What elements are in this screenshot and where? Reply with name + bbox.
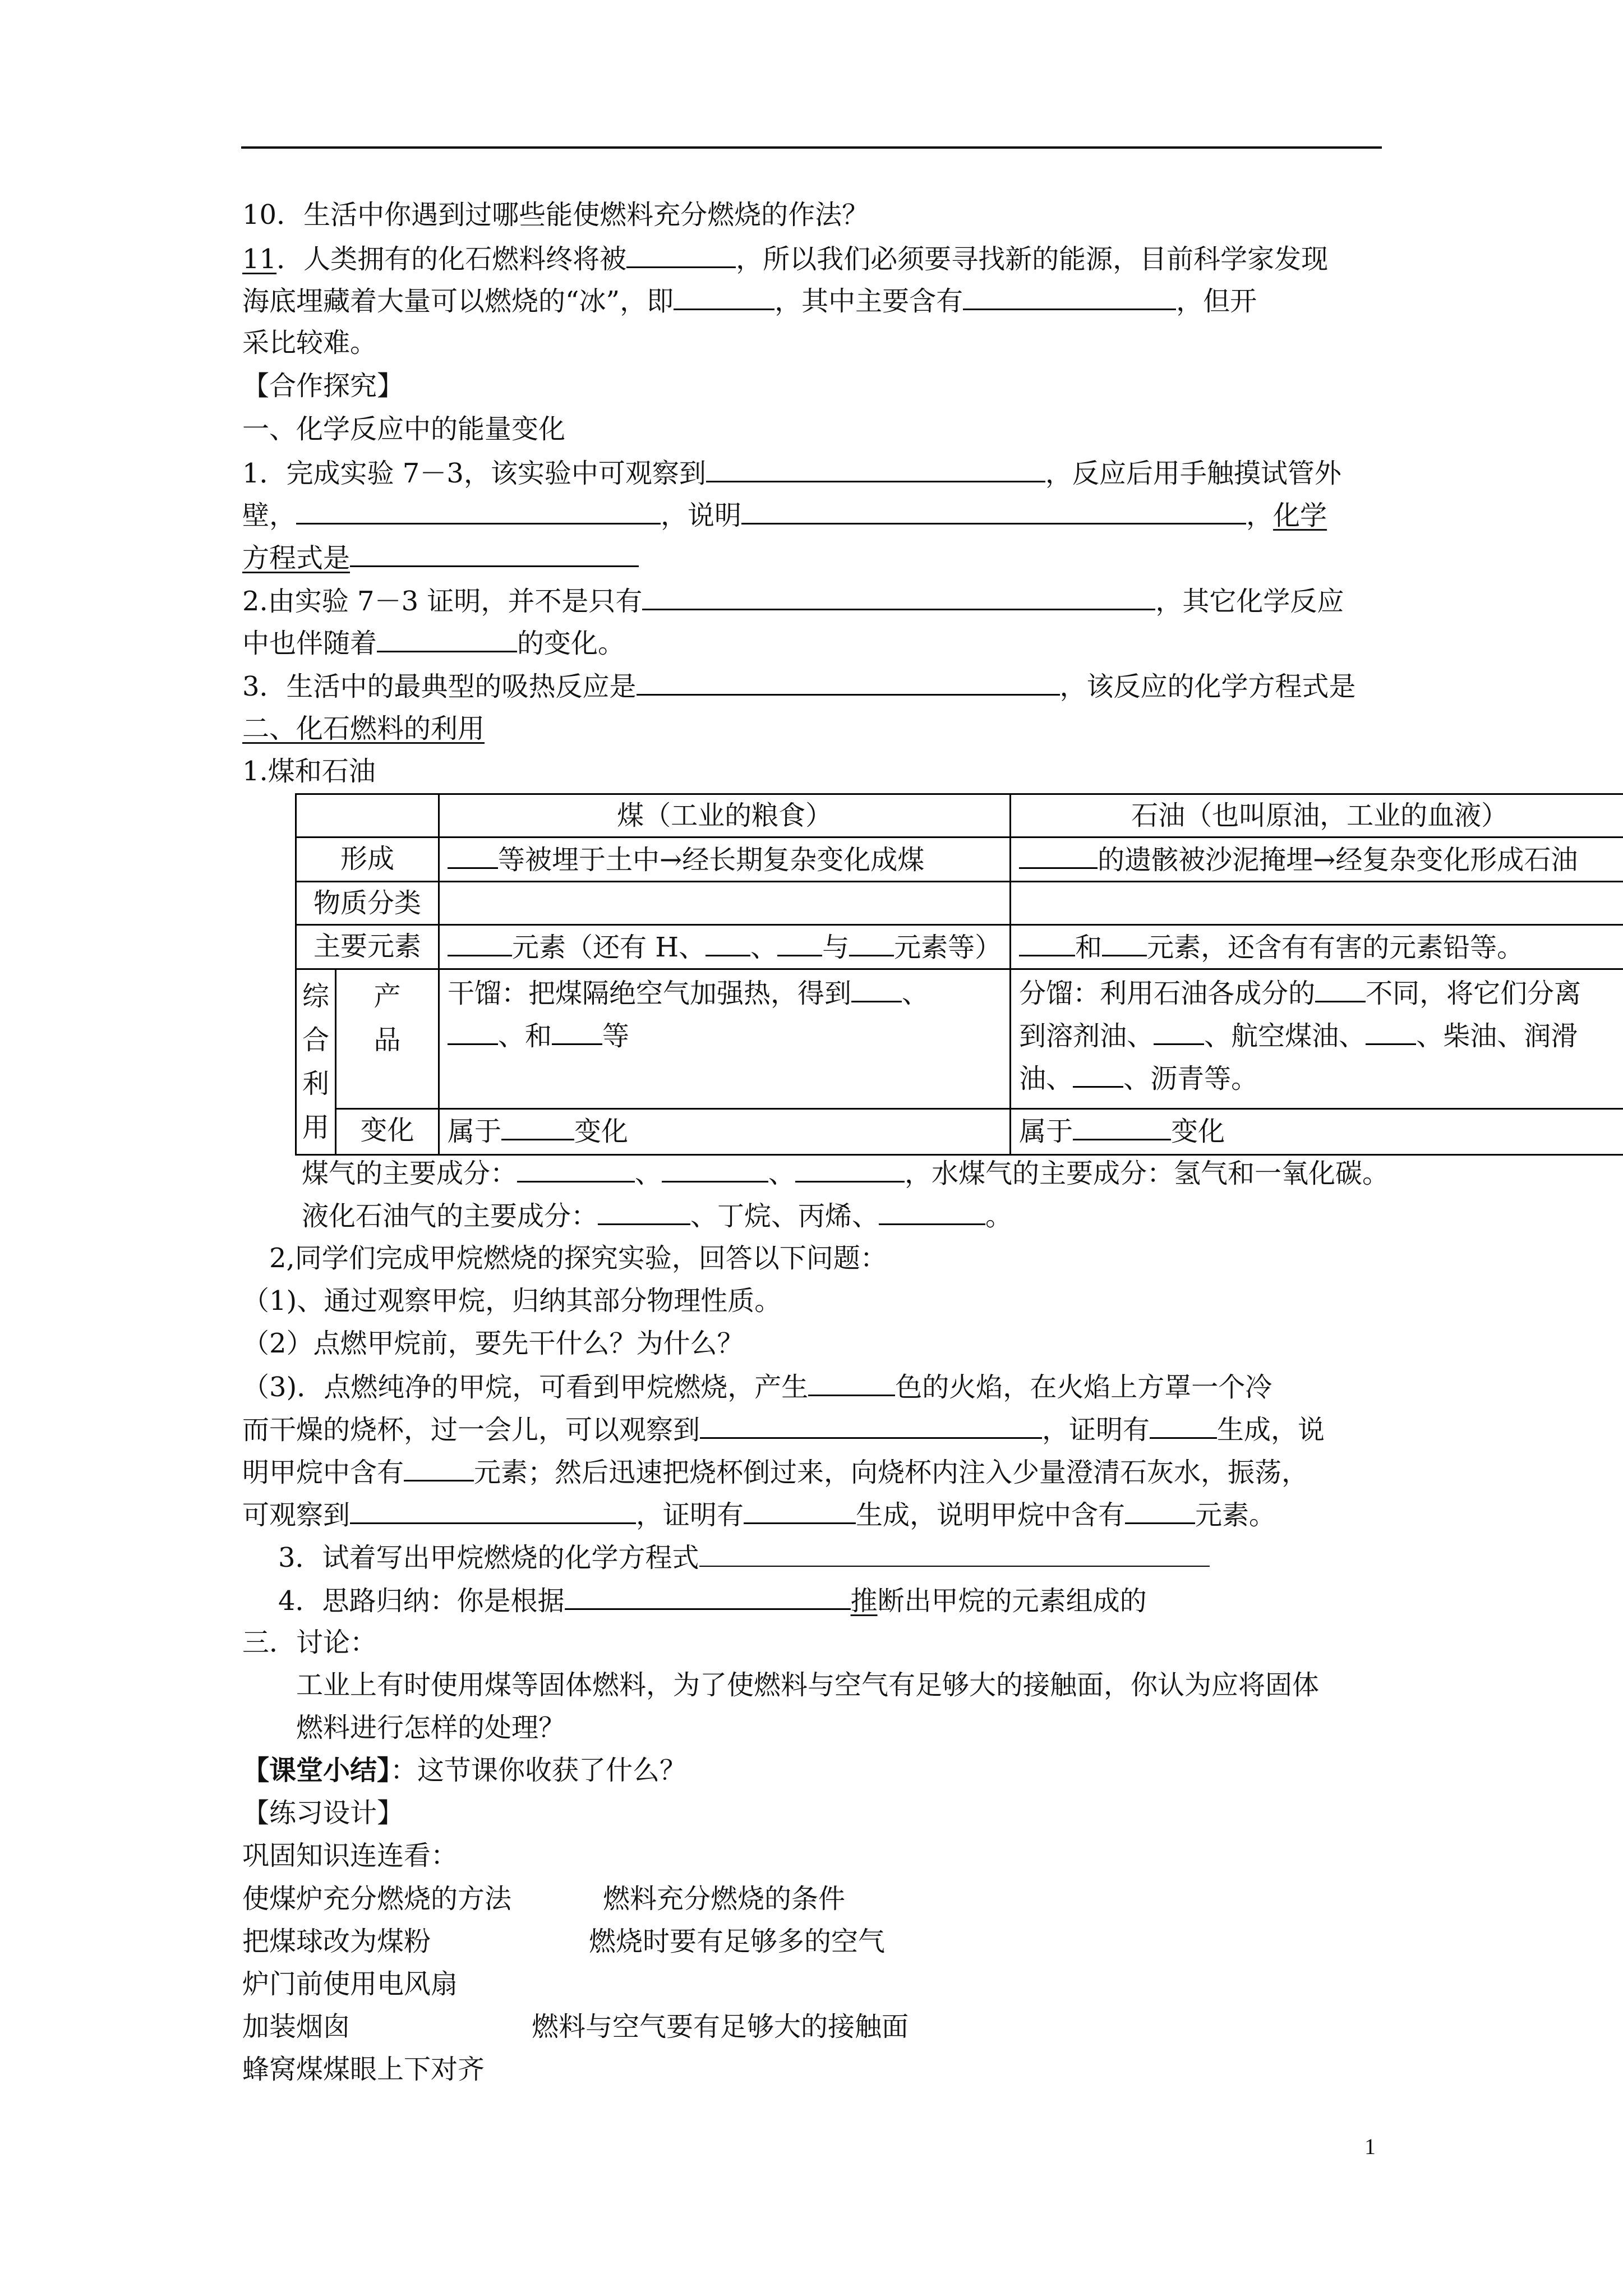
- methane-q2: （2）点燃甲烷前，要先干什么？为什么？: [242, 1328, 744, 1359]
- methane-intro: 2,同学们完成甲烷燃烧的探究实验，回答以下问题：: [269, 1243, 887, 1274]
- blank[interactable]: [674, 282, 774, 310]
- question-10: 10．生活中你遇到过哪些能使燃料充分燃烧的作法？: [242, 199, 869, 231]
- blank[interactable]: [1366, 1016, 1416, 1045]
- blank[interactable]: [501, 1112, 574, 1140]
- methane-q3-line1: （3)．点燃纯净的甲烷，可看到甲烷燃烧，产生 色的火焰，在火焰上方罩一个冷: [242, 1368, 1272, 1406]
- blank-cell[interactable]: [1011, 882, 1623, 925]
- table-row: [296, 882, 1623, 925]
- coop-title: 【合作探究】: [242, 370, 404, 402]
- blank[interactable]: [741, 496, 1246, 524]
- match-right-item[interactable]: 燃烧时要有足够多的空气: [589, 1926, 886, 1957]
- item-1-line1: 1．完成实验 7－3，该实验中可观察到 ，反应后用手触摸试管外: [242, 454, 1341, 492]
- blank[interactable]: [744, 1496, 856, 1524]
- blank[interactable]: [448, 928, 512, 956]
- blank[interactable]: [642, 582, 1155, 610]
- equation-question: 3．试着写出甲烷燃烧的化学方程式: [278, 1539, 1210, 1576]
- discussion-line1: 工业上有时使用煤等固体燃料，为了使燃料与空气有足够大的接触面，你认为应将固体: [296, 1669, 1320, 1701]
- blank[interactable]: [662, 1154, 768, 1182]
- blank[interactable]: [1154, 1016, 1204, 1045]
- match-right-item[interactable]: 燃料充分燃烧的条件: [603, 1883, 846, 1915]
- table-row: 主要元素 元素（还有 H、 、 与 元素等） 和 元素，还含有有害的元素铅等。: [296, 925, 1623, 969]
- match-left-item[interactable]: 使煤炉充分燃烧的方法: [242, 1883, 512, 1915]
- table-header-row: [296, 794, 1623, 838]
- row-label-change: 变化: [336, 1108, 439, 1154]
- blank[interactable]: [350, 1496, 636, 1524]
- match-left-item[interactable]: 把煤球改为煤粉: [242, 1926, 431, 1957]
- blank[interactable]: [706, 454, 1045, 482]
- methane-q3-line3: 明甲烷中含有 元素；然后迅速把烧杯倒过来，向烧杯内注入少量澄清石灰水，振荡，: [242, 1453, 1308, 1491]
- blank[interactable]: [963, 282, 1176, 310]
- coal-oil-table: [295, 793, 1623, 1156]
- row-label-products: 产 品: [336, 969, 439, 1109]
- blank[interactable]: [1073, 1059, 1123, 1088]
- blank[interactable]: [626, 240, 736, 268]
- match-left-item[interactable]: 蜂窝煤煤眼上下对齐: [242, 2054, 485, 2085]
- match-left-item[interactable]: 加装烟囱: [242, 2011, 351, 2042]
- methane-q3-line4: 可观察到 ，证明有 生成，说明甲烷中含有 元素。: [242, 1496, 1276, 1534]
- blank[interactable]: [1315, 974, 1366, 1002]
- table-row: 综 合 利 用 产 品 干馏：把煤隔绝空气加强热，得到 、 、和 等 分馏：利用石油各成分的 不同，将它们分离 到溶剂油、 、航空煤油、 、柴油、润滑 油、 、沥青等。: [296, 969, 1623, 1109]
- match-right-item[interactable]: 燃料与空气要有足够大的接触面: [532, 2011, 909, 2042]
- blank[interactable]: [552, 1016, 602, 1045]
- lpg-line: 液化石油气的主要成分： 、丁烷、丙烯、 。: [302, 1197, 1012, 1235]
- header-coal: 煤（工业的粮食）: [439, 794, 1010, 838]
- reasoning-question: 4．思路归纳：你是根据 推断出甲烷的元素组成的: [278, 1581, 1147, 1619]
- blank[interactable]: [849, 928, 894, 956]
- match-left-item[interactable]: 炉门前使用电风扇: [242, 1968, 458, 2000]
- table-row: 形成 等被埋于土中→经长期复杂变化成煤 的遗骸被沙泥掩埋→经复杂变化形成石油: [296, 838, 1623, 882]
- blank-cell[interactable]: [439, 882, 1010, 925]
- blank[interactable]: [448, 840, 498, 869]
- blank[interactable]: [637, 667, 1060, 696]
- question-11-line3: 采比较难。: [242, 327, 377, 358]
- blank[interactable]: [565, 1581, 851, 1610]
- blank[interactable]: [448, 1016, 498, 1045]
- row-label-elements: 主要元素: [296, 925, 439, 969]
- blank[interactable]: [296, 496, 661, 524]
- blank[interactable]: [777, 928, 822, 956]
- methane-q3-line2: 而干燥的烧杯，过一会儿，可以观察到 ，证明有 生成，说: [242, 1410, 1325, 1448]
- section-1-title: 一、化学反应中的能量变化: [242, 413, 566, 445]
- blank[interactable]: [795, 1154, 905, 1182]
- page-number: 1: [1364, 2134, 1376, 2159]
- blank[interactable]: [1125, 1496, 1195, 1524]
- blank[interactable]: [699, 1539, 1210, 1567]
- discussion-line2: 燃料进行怎样的处理？: [296, 1712, 566, 1743]
- item-2-line1: 2.由实验 7－3 证明，并不是只有 ，其它化学反应: [242, 582, 1344, 620]
- row-label-formation: 形成: [296, 838, 439, 882]
- question-11-line2: 海底埋藏着大量可以燃烧的“冰”，即 ，其中主要含有 ，但开: [242, 282, 1257, 320]
- blank[interactable]: [1019, 928, 1075, 956]
- blank[interactable]: [879, 1197, 985, 1225]
- blank[interactable]: [517, 1154, 635, 1182]
- row-label-comprehensive-use: 综 合 利 用: [296, 969, 336, 1155]
- row-label-classification: 物质分类: [296, 882, 439, 925]
- practice-title: 【练习设计】: [242, 1797, 404, 1829]
- blank[interactable]: [1102, 928, 1147, 956]
- blank[interactable]: [700, 1410, 1042, 1439]
- blank[interactable]: [350, 539, 639, 567]
- blank[interactable]: [808, 1368, 895, 1396]
- coal-oil-title: 1.煤和石油: [242, 756, 376, 787]
- blank[interactable]: [706, 928, 750, 956]
- blank[interactable]: [851, 974, 902, 1002]
- question-11-line1: 11．人类拥有的化石燃料终将被 ，所以我们必须要寻找新的能源，目前科学家发现: [242, 240, 1328, 278]
- header-oil: 石油（也叫原油，工业的血液）: [1011, 794, 1623, 838]
- blank[interactable]: [1073, 1112, 1171, 1140]
- class-summary: 【课堂小结】：这节课你收获了什么？: [242, 1755, 687, 1786]
- item-3: 3．生活中的最典型的吸热反应是 ，该反应的化学方程式是: [242, 667, 1356, 705]
- section-3-title: 三．讨论：: [242, 1627, 377, 1658]
- question-11-number: 11: [242, 243, 277, 275]
- item-2-line2: 中也伴随着 的变化。: [242, 624, 625, 662]
- blank[interactable]: [404, 1453, 474, 1481]
- header-rule: [241, 146, 1382, 149]
- item-1-line2: 壁， ，说明 ，化学: [242, 496, 1327, 534]
- item-1-line3: 方程式是: [242, 539, 639, 577]
- connect-title: 巩固知识连连看：: [242, 1840, 458, 1871]
- table-row: 变化 属于 变化 属于 变化: [296, 1108, 1623, 1154]
- methane-q1: （1)、通过观察甲烷，归纳其部分物理性质。: [242, 1285, 782, 1317]
- coal-gas-line: 煤气的主要成分： 、 、 ，水煤气的主要成分：氢气和一氧化碳。: [302, 1154, 1389, 1192]
- section-2-title: 二、化石燃料的利用: [242, 713, 485, 744]
- blank[interactable]: [1150, 1410, 1217, 1439]
- blank[interactable]: [1019, 840, 1098, 869]
- blank[interactable]: [377, 624, 517, 652]
- blank[interactable]: [598, 1197, 690, 1225]
